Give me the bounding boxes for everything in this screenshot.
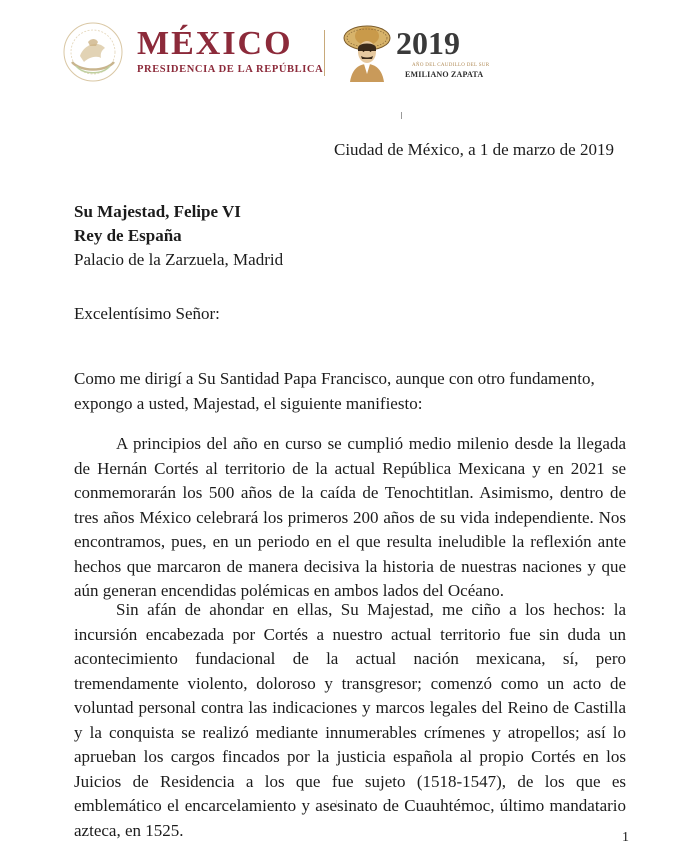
emiliano-zapata-portrait-icon (342, 22, 392, 82)
header-divider (324, 30, 325, 76)
year-honoree: EMILIANO ZAPATA (405, 70, 484, 79)
recipient-block (74, 200, 283, 272)
paragraph: Sin afán de ahondar en ellas, Su Majestad, me ciño a los hechos: la incursión encabezada por Cortés a nuestro actual territorio fue sin duda un acontecimiento fundacional de la actual nación mexicana, sí, pero tremendamente violento, doloroso y transgresor; comenzó como un acto de voluntad personal contra las indicaciones y marcos legales del Reino de Castilla y la conquista se realizó mediante innumerables crímenes y atropellos; así lo aprueban los cargos fincados por la justicia española al propio Cortés en los Juicios de Residencia a los que fue sujeto (1518-1547), de los que es emblemático el encarcelamiento y asesinato de Cuauhtémoc, último mandatario azteca, en 1525. (74, 600, 626, 840)
year-motto: AÑO DEL CAUDILLO DEL SUR (412, 63, 490, 68)
salutation: Excelentísimo Señor: (74, 304, 220, 323)
place-date: Ciudad de México, a 1 de marzo de 2019 (334, 140, 614, 159)
page-number: 1 (622, 830, 629, 845)
paragraph: Como me dirigí a Su Santidad Papa Francisco, aunque con otro fundamento, expongo a usted, Majestad, el siguiente manifiesto: (74, 369, 595, 413)
institution-subtitle: PRESIDENCIA DE LA REPÚBLICA (137, 64, 324, 75)
year-label: 2019 (396, 25, 460, 61)
scan-mark (401, 112, 402, 119)
recipient-address: Palacio de la Zarzuela, Madrid (74, 250, 284, 269)
institution-title: MÉXICO (137, 25, 293, 62)
coat-of-arms-icon (58, 20, 128, 84)
letterhead (0, 0, 700, 100)
recipient-name: Su Majestad, Felipe VI (74, 202, 241, 221)
recipient-title: Rey de España (74, 226, 182, 245)
paragraph: A principios del año en curso se cumplió medio milenio desde la llegada de Hernán Cortés al territorio de la actual República Mexicana y en 2021 se conmemorarán los 500 años de la caída de Tenochtitlan. Asimismo, dentro de tres años México celebrará los primeros 200 años de su vida independiente. Nos encontramos, pues, en un periodo en el que resulta ineludible la reflexión ante hechos que marcaron de manera decisiva la historia de nuestras naciones y que aún generan encendidas polémicas en ambos lados del Océano. (74, 434, 626, 600)
